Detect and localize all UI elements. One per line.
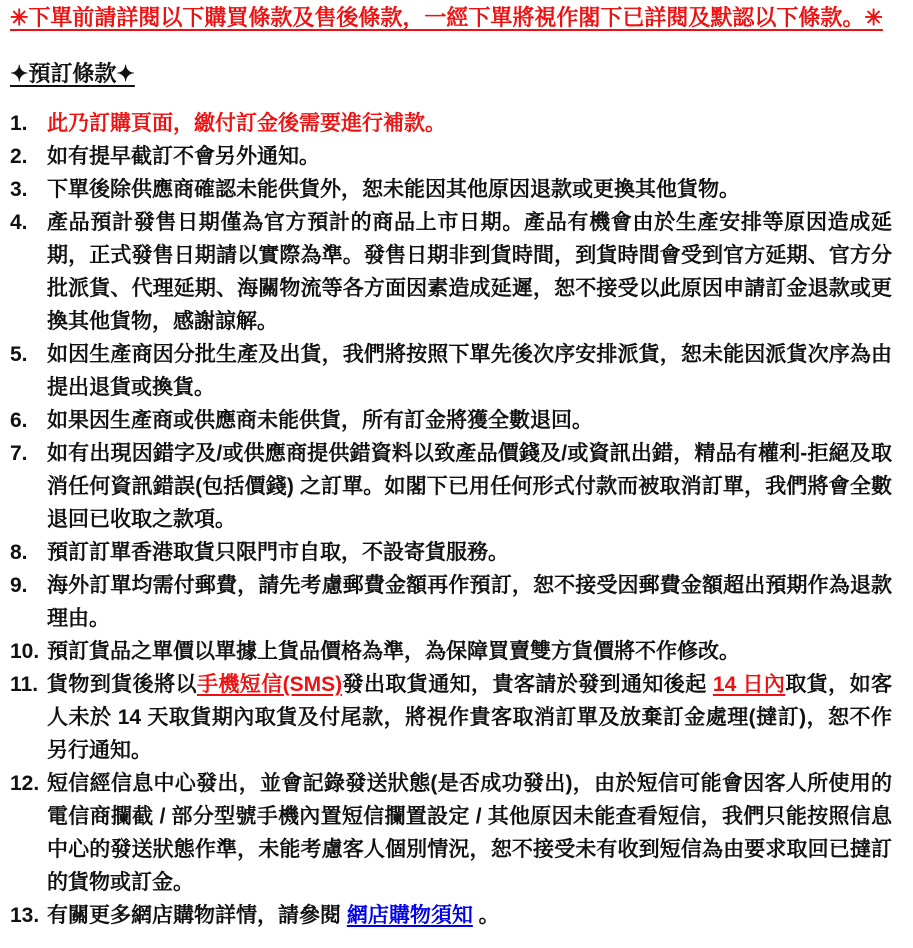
term-text	[47, 404, 892, 437]
term-text	[47, 767, 892, 899]
term-segment: 產品預計發售日期僅為官方預計的商品上市日期。產品有機會由於生產安排等原因造成延期，正式發售日期請以實際為準。發售日期非到貨時間，到貨時間會受到官方延期、官方分批派貨、代理延期、海關物流等各方面因素造成延遲，恕不接受以此原因申請訂金退款或更換其他貨物，感謝諒解。	[47, 211, 892, 333]
term-text	[47, 569, 892, 635]
term-segment: 如因生產商因分批生產及出貨，我們將按照下單先後次序安排派貨，恕未能因派貨次序為由提出退貨或換貨。	[47, 343, 892, 399]
term-segment: 取貨，如客人未於 14 天取貨期內取貨及付尾款，將視作貴客取消訂單及放棄訂金處理(撻訂)，恕不作另行通知。	[47, 673, 893, 762]
term-item	[10, 767, 892, 899]
term-item	[10, 206, 892, 338]
term-segment: 有關更多網店購物詳情，請參閱	[47, 904, 347, 927]
term-segment: 如有出現因錯字及/或供應商提供錯資料以致產品價錢及/或資訊出錯，精品有權利-拒絕及取消任何資訊錯誤(包括價錢) 之訂單。如閣下已用任何形式付款而被取消訂單，我們將會全數退回已收取之款項。	[47, 442, 892, 531]
term-segment: 海外訂單均需付郵費，請先考慮郵費金額再作預訂，恕不接受因郵費金額超出預期作為退款理由。	[47, 574, 892, 630]
term-segment: 下單後除供應商確認未能供貨外，恕未能因其他原因退款或更換其他貨物。	[47, 178, 740, 201]
term-number: 2.	[10, 145, 28, 168]
term-text	[47, 536, 892, 569]
term-number: 6.	[10, 409, 28, 432]
term-item	[10, 107, 892, 140]
term-segment: 此乃訂購頁面，繳付訂金後需要進行補款。	[47, 112, 446, 135]
term-number: 4.	[10, 211, 28, 234]
term-segment: 短信經信息中心發出，並會記錄發送狀態(是否成功發出)，由於短信可能會因客人所使用的電信商攔截 / 部分型號手機內置短信攔置設定 / 其他原因未能查看短信，我們只能按照信息中心的發送狀態作準，未能考慮客人個別情況，恕不接受未有收到短信為由要求取回已撻訂的貨物或訂金。	[47, 772, 892, 894]
term-number: 5.	[10, 343, 28, 366]
term-segment: 預訂訂單香港取貨只限門市自取，不設寄貨服務。	[47, 541, 509, 564]
term-text	[47, 140, 892, 173]
terms-list	[10, 107, 892, 932]
term-text	[47, 635, 892, 668]
term-text	[47, 437, 892, 536]
term-number: 1.	[10, 112, 28, 135]
term-number: 12.	[10, 772, 40, 795]
term-item	[10, 338, 892, 404]
term-item	[10, 140, 892, 173]
term-item	[10, 569, 892, 635]
term-item	[10, 668, 892, 767]
term-number: 11.	[10, 673, 39, 696]
term-text	[47, 107, 892, 140]
term-segment: 如果因生產商或供應商未能供貨，所有訂金將獲全數退回。	[47, 409, 593, 432]
term-segment: 預訂貨品之單價以單據上貨品價格為準，為保障買賣雙方貨價將不作修改。	[47, 640, 740, 663]
term-segment: 貨物到貨後將以	[47, 673, 197, 696]
term-number: 8.	[10, 541, 28, 564]
term-text	[47, 899, 892, 932]
term-number: 3.	[10, 178, 28, 201]
term-text	[47, 668, 892, 767]
term-item	[10, 635, 892, 668]
term-item	[10, 899, 892, 932]
term-text	[47, 338, 892, 404]
shop-guide-link[interactable]: 網店購物須知	[346, 904, 473, 927]
term-segment: 如有提早截訂不會另外通知。	[47, 145, 320, 168]
term-text	[47, 173, 892, 206]
term-number: 7.	[10, 442, 28, 465]
top-notice-text: ✳下單前請詳閱以下購買條款及售後條款，一經下單將視作閣下已詳閱及默認以下條款。✳	[10, 5, 883, 30]
term-item	[10, 404, 892, 437]
term-segment: 。	[472, 904, 500, 927]
red-underline-emphasis: 14 日內	[712, 673, 786, 696]
term-item	[10, 437, 892, 536]
preorder-terms-heading: ✦預訂條款✦	[10, 61, 135, 86]
term-number: 9.	[10, 574, 28, 597]
term-text	[47, 206, 892, 338]
term-number: 13.	[10, 904, 40, 927]
term-segment: 發出取貨通知，貴客請於發到通知後起	[342, 673, 713, 696]
term-number: 10.	[10, 640, 40, 663]
red-underline-emphasis: 手機短信(SMS)	[196, 673, 343, 696]
term-item	[10, 536, 892, 569]
term-item	[10, 173, 892, 206]
